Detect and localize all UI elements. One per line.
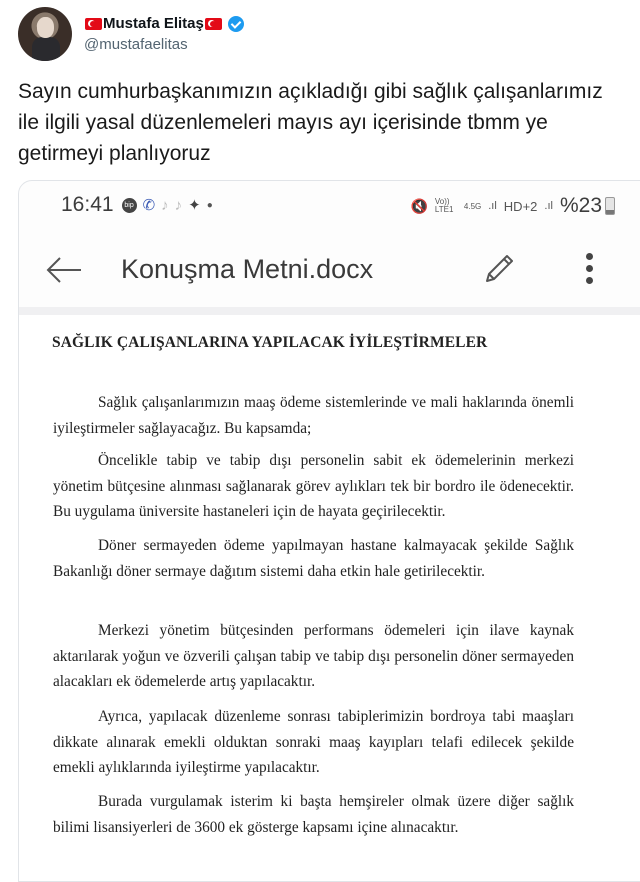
network-45g-label: 4.5G	[463, 201, 482, 211]
signal-icon: .ıl	[488, 200, 497, 212]
back-arrow-icon[interactable]	[45, 255, 83, 285]
document-paragraph: Burada vurgulamak isterim ki başta hemşireler olmak üzere diğer sağlık bilimi lisansiyerleri de 3600 ek gösterge kapsamı içine alınacaktır.	[53, 793, 574, 836]
document-paragraph: Öncelikle tabip ve tabip dışı personelin sabit ek ödemelerinin merkezi yönetim bütçesine alınması sağlanarak görev aylıkları tek bir bordro ile ödenecektir. Bu uygulama üniversite hastaneleri için de hayata geçirilecektir.	[53, 452, 574, 520]
turkey-flag-icon	[85, 18, 102, 30]
tiktok-icon: ♪	[174, 196, 183, 214]
bip-icon: bip	[122, 198, 137, 213]
mute-icon: 🔇	[410, 197, 428, 214]
status-time: 16:41	[61, 193, 114, 216]
twitter-icon: ✦	[188, 197, 201, 214]
more-vertical-icon[interactable]	[586, 253, 594, 289]
phone-status-bar	[19, 181, 640, 229]
signal-icon: .ıl	[544, 200, 553, 212]
dot-icon: ●	[206, 199, 213, 211]
hd-label: HD+2	[503, 198, 538, 214]
document-page	[19, 315, 640, 881]
author-info	[84, 15, 244, 53]
tweet-text: Sayın cumhurbaşkanımızın açıkladığı gibi sağlık çalışanlarımız ile ilgili yasal düzenlemeleri mayıs ayı içerisinde tbmm ye getirmeyi planlıyoruz	[18, 80, 603, 165]
document-paragraph: Ayrıca, yapılacak düzenleme sonrası tabiplerimizin bordroya tabi maaşları dikkate alınarak emekli olduktan sonraki maaş kayıpları telafi edilecek şekilde emekli aylıklarında iyileştirme yapılacaktır.	[53, 708, 574, 776]
phone-icon: ✆	[142, 197, 156, 214]
document-heading: SAĞLIK ÇALIŞANLARINA YAPILACAK İYİLEŞTİRMELER	[52, 334, 488, 351]
document-paragraph: Merkezi yönetim bütçesinden performans ödemeleri için ilave kaynak aktarılarak yoğun ve özverili çalışan tabip ve tabip dışı personelin döner sermayeden alacakları ek ödemelerde artış yapılacaktır.	[53, 622, 574, 690]
document-title: Konuşma Metni.docx	[121, 254, 374, 284]
document-paragraph: Döner sermayeden ödeme yapılmayan hastane kalmayacak şekilde Sağlık Bakanlığı döner sermaye dağıtım sistemi daha etkin hale getirilecektir.	[53, 537, 574, 580]
document-paragraph: Sağlık çalışanlarımızın maaş ödeme sistemlerinde ve mali haklarında önemli iyileştirmeler sağlayacağız. Bu kapsamda;	[53, 394, 574, 437]
divider	[19, 307, 640, 315]
status-right	[403, 194, 615, 218]
author-name-row[interactable]	[84, 15, 244, 32]
author-handle[interactable]: @mustafaelitas	[84, 36, 188, 53]
verified-badge-icon	[228, 16, 244, 32]
pencil-icon[interactable]	[481, 251, 517, 287]
battery-percent: %23	[559, 194, 602, 217]
app-bar	[19, 237, 640, 303]
attached-image[interactable]	[18, 180, 640, 882]
tweet-header	[18, 4, 244, 64]
network-volte-label: Vo)) LTE1	[434, 197, 454, 214]
avatar[interactable]	[18, 7, 72, 61]
tiktok-icon: ♪	[161, 196, 169, 214]
turkey-flag-icon	[205, 18, 222, 30]
battery-icon	[605, 197, 615, 215]
author-name[interactable]: Mustafa Elitaş	[103, 15, 204, 32]
